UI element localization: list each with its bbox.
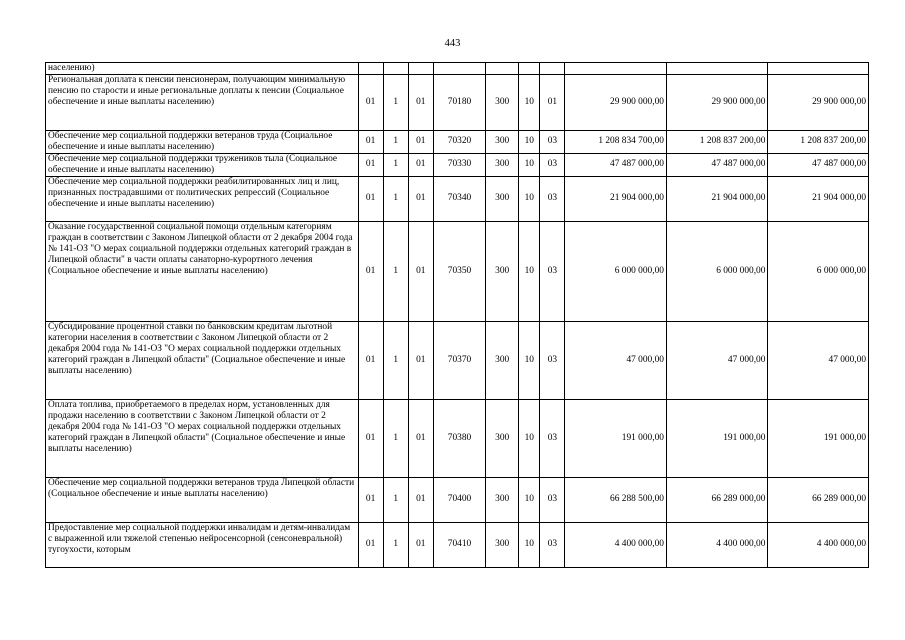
table-row <box>46 522 869 567</box>
amount-year-1: 47 487 000,00 <box>565 153 666 176</box>
amount-year-3: 1 208 837 200,00 <box>768 130 869 153</box>
subprogram-code: 1 <box>383 74 408 130</box>
amount-year-3: 66 289 000,00 <box>768 477 869 522</box>
subsection-code: 01 <box>540 74 565 130</box>
expense-type-code: 300 <box>486 522 519 567</box>
subsection-code: 03 <box>540 176 565 221</box>
program-code: 01 <box>358 221 383 321</box>
row-description: населению) <box>46 63 359 75</box>
section-code: 10 <box>519 522 540 567</box>
table-row <box>46 221 869 321</box>
subprogram-code: 1 <box>383 321 408 399</box>
amount-year-3: 47 487 000,00 <box>768 153 869 176</box>
row-description: Субсидирование процентной ставки по банковским кредитам льготной категории населения в соответствии с Законом Липецкой области от 2 декабря 2004 года № 141-ОЗ "О мерах социальной поддержки отдельных категорий граждан в Липецкой области" (Социальное обеспечение и иные выплаты населению) <box>46 321 359 399</box>
expense-type-code <box>486 63 519 75</box>
amount-year-2: 66 289 000,00 <box>666 477 767 522</box>
amount-year-1: 191 000,00 <box>565 399 666 477</box>
direction-code: 70340 <box>433 176 485 221</box>
expense-type-code: 300 <box>486 176 519 221</box>
program-code: 01 <box>358 74 383 130</box>
expense-type-code: 300 <box>486 477 519 522</box>
table-row <box>46 176 869 221</box>
subprogram-code: 1 <box>383 176 408 221</box>
expense-type-code: 300 <box>486 153 519 176</box>
activity-code: 01 <box>408 74 433 130</box>
program-code <box>358 63 383 75</box>
amount-year-2: 21 904 000,00 <box>666 176 767 221</box>
subsection-code: 03 <box>540 522 565 567</box>
direction-code <box>433 63 485 75</box>
subprogram-code: 1 <box>383 221 408 321</box>
amount-year-2: 47 487 000,00 <box>666 153 767 176</box>
row-description: Обеспечение мер социальной поддержки ветеранов труда (Социальное обеспечение и иные выплаты населению) <box>46 130 359 153</box>
row-description: Обеспечение мер социальной поддержки тружеников тыла (Социальное обеспечение и иные выплаты населению) <box>46 153 359 176</box>
activity-code: 01 <box>408 477 433 522</box>
program-code: 01 <box>358 522 383 567</box>
subprogram-code <box>383 63 408 75</box>
table-row <box>46 477 869 522</box>
subsection-code: 03 <box>540 477 565 522</box>
row-description: Региональная доплата к пенсии пенсионерам, получающим минимальную пенсию по старости и иные региональные доплаты к пенсии (Социальное обеспечение и иные выплаты населению) <box>46 74 359 130</box>
amount-year-1: 4 400 000,00 <box>565 522 666 567</box>
row-description: Обеспечение мер социальной поддержки ветеранов труда Липецкой области (Социальное обеспечение и иные выплаты населению) <box>46 477 359 522</box>
table-row <box>46 74 869 130</box>
program-code: 01 <box>358 176 383 221</box>
subsection-code: 03 <box>540 321 565 399</box>
program-code: 01 <box>358 153 383 176</box>
direction-code: 70400 <box>433 477 485 522</box>
expense-type-code: 300 <box>486 321 519 399</box>
amount-year-1 <box>565 63 666 75</box>
amount-year-1: 66 288 500,00 <box>565 477 666 522</box>
activity-code: 01 <box>408 221 433 321</box>
budget-table <box>45 62 869 568</box>
section-code: 10 <box>519 130 540 153</box>
direction-code: 70410 <box>433 522 485 567</box>
amount-year-2: 4 400 000,00 <box>666 522 767 567</box>
expense-type-code: 300 <box>486 399 519 477</box>
expense-type-code: 300 <box>486 130 519 153</box>
amount-year-3 <box>768 63 869 75</box>
subsection-code: 03 <box>540 399 565 477</box>
amount-year-3: 6 000 000,00 <box>768 221 869 321</box>
amount-year-2: 29 900 000,00 <box>666 74 767 130</box>
section-code: 10 <box>519 74 540 130</box>
direction-code: 70350 <box>433 221 485 321</box>
row-description: Предоставление мер социальной поддержки инвалидам и детям-инвалидам с выраженной или тяжелой степенью нейросенсорной (сенсоневральной) тугоухости, которым <box>46 522 359 567</box>
direction-code: 70330 <box>433 153 485 176</box>
section-code: 10 <box>519 321 540 399</box>
subsection-code <box>540 63 565 75</box>
amount-year-3: 4 400 000,00 <box>768 522 869 567</box>
subsection-code: 03 <box>540 130 565 153</box>
table-body <box>46 63 869 568</box>
row-description: Обеспечение мер социальной поддержки реабилитированных лиц и лиц, признанных пострадавшими от политических репрессий (Социальное обеспечение и иные выплаты населению) <box>46 176 359 221</box>
expense-type-code: 300 <box>486 221 519 321</box>
program-code: 01 <box>358 130 383 153</box>
amount-year-1: 1 208 834 700,00 <box>565 130 666 153</box>
amount-year-3: 21 904 000,00 <box>768 176 869 221</box>
section-code: 10 <box>519 399 540 477</box>
row-description: Оказание государственной социальной помощи отдельным категориям граждан в соответствии с Законом Липецкой области от 2 декабря 2004 года № 141-ОЗ "О мерах социальной поддержки отдельных категорий граждан в Липецкой области" в части оплаты санаторно-курортного лечения (Социальное обеспечение и иные выплаты населению) <box>46 221 359 321</box>
subprogram-code: 1 <box>383 153 408 176</box>
page-number: 443 <box>444 38 461 49</box>
section-code: 10 <box>519 176 540 221</box>
subprogram-code: 1 <box>383 477 408 522</box>
amount-year-2 <box>666 63 767 75</box>
row-description: Оплата топлива, приобретаемого в пределах норм, установленных для продажи населению в соответствии с Законом Липецкой области от 2 декабря 2004 года № 141-ОЗ "О мерах социальной поддержки отдельных категорий граждан в Липецкой области" (Социальное обеспечение и иные выплаты населению) <box>46 399 359 477</box>
activity-code: 01 <box>408 176 433 221</box>
section-code: 10 <box>519 477 540 522</box>
amount-year-1: 21 904 000,00 <box>565 176 666 221</box>
amount-year-2: 6 000 000,00 <box>666 221 767 321</box>
section-code: 10 <box>519 221 540 321</box>
direction-code: 70380 <box>433 399 485 477</box>
amount-year-1: 29 900 000,00 <box>565 74 666 130</box>
section-code: 10 <box>519 153 540 176</box>
amount-year-1: 47 000,00 <box>565 321 666 399</box>
direction-code: 70370 <box>433 321 485 399</box>
expense-type-code: 300 <box>486 74 519 130</box>
program-code: 01 <box>358 321 383 399</box>
program-code: 01 <box>358 477 383 522</box>
activity-code: 01 <box>408 153 433 176</box>
table-row <box>46 153 869 176</box>
amount-year-2: 1 208 837 200,00 <box>666 130 767 153</box>
activity-code: 01 <box>408 399 433 477</box>
activity-code <box>408 63 433 75</box>
amount-year-3: 29 900 000,00 <box>768 74 869 130</box>
subprogram-code: 1 <box>383 522 408 567</box>
table-row <box>46 130 869 153</box>
amount-year-2: 47 000,00 <box>666 321 767 399</box>
subprogram-code: 1 <box>383 399 408 477</box>
activity-code: 01 <box>408 522 433 567</box>
table-row <box>46 321 869 399</box>
activity-code: 01 <box>408 130 433 153</box>
amount-year-3: 47 000,00 <box>768 321 869 399</box>
activity-code: 01 <box>408 321 433 399</box>
section-code <box>519 63 540 75</box>
subsection-code: 03 <box>540 221 565 321</box>
table-row <box>46 63 869 75</box>
subsection-code: 03 <box>540 153 565 176</box>
direction-code: 70320 <box>433 130 485 153</box>
subprogram-code: 1 <box>383 130 408 153</box>
direction-code: 70180 <box>433 74 485 130</box>
amount-year-2: 191 000,00 <box>666 399 767 477</box>
amount-year-1: 6 000 000,00 <box>565 221 666 321</box>
program-code: 01 <box>358 399 383 477</box>
amount-year-3: 191 000,00 <box>768 399 869 477</box>
table-row <box>46 399 869 477</box>
